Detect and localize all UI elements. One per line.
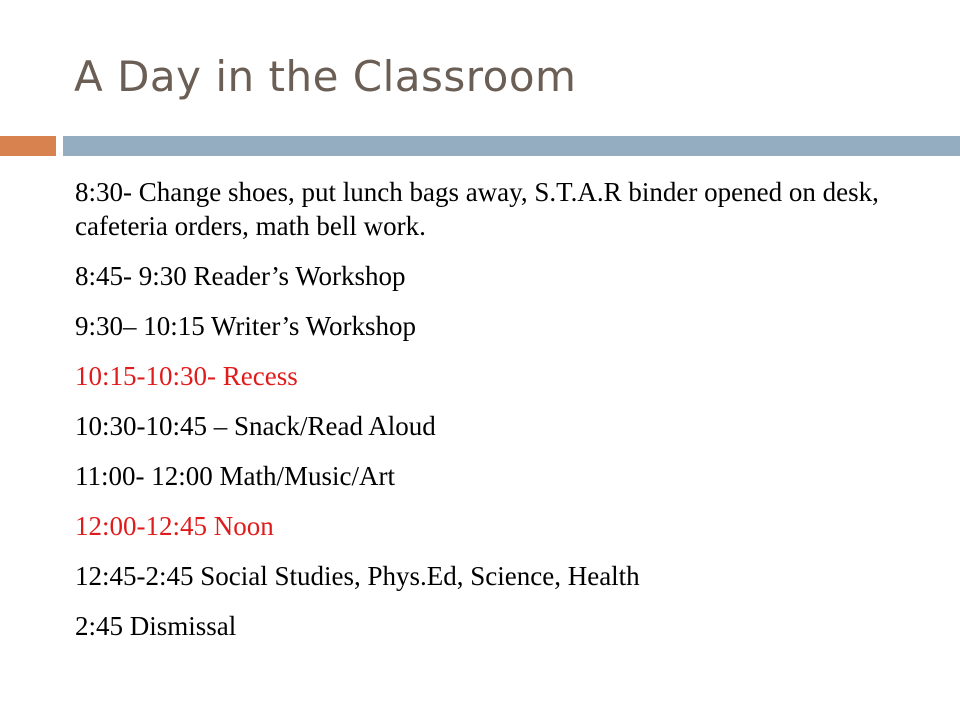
- schedule-item-recess: 10:15-10:30- Recess: [75, 361, 298, 391]
- schedule-item: 8:30- Change shoes, put lunch bags away, S.T.A.R binder opened on desk, cafeteria orders, math bell work.: [75, 177, 879, 241]
- schedule-item: 10:30-10:45 – Snack/Read Aloud: [75, 411, 436, 441]
- schedule-item-noon: 12:00-12:45 Noon: [75, 511, 274, 541]
- schedule-list: [75, 175, 905, 659]
- schedule-item: 9:30– 10:15 Writer’s Workshop: [75, 311, 416, 341]
- schedule-item: 11:00- 12:00 Math/Music/Art: [75, 461, 395, 491]
- schedule-item: 12:45-2:45 Social Studies, Phys.Ed, Science, Health: [75, 561, 640, 591]
- slide-title: A Day in the Classroom: [74, 52, 577, 101]
- schedule-item: 8:45- 9:30 Reader’s Workshop: [75, 261, 406, 291]
- title-rule-bar: [63, 136, 960, 156]
- schedule-item: 2:45 Dismissal: [75, 611, 237, 641]
- title-rule-accent: [0, 136, 56, 156]
